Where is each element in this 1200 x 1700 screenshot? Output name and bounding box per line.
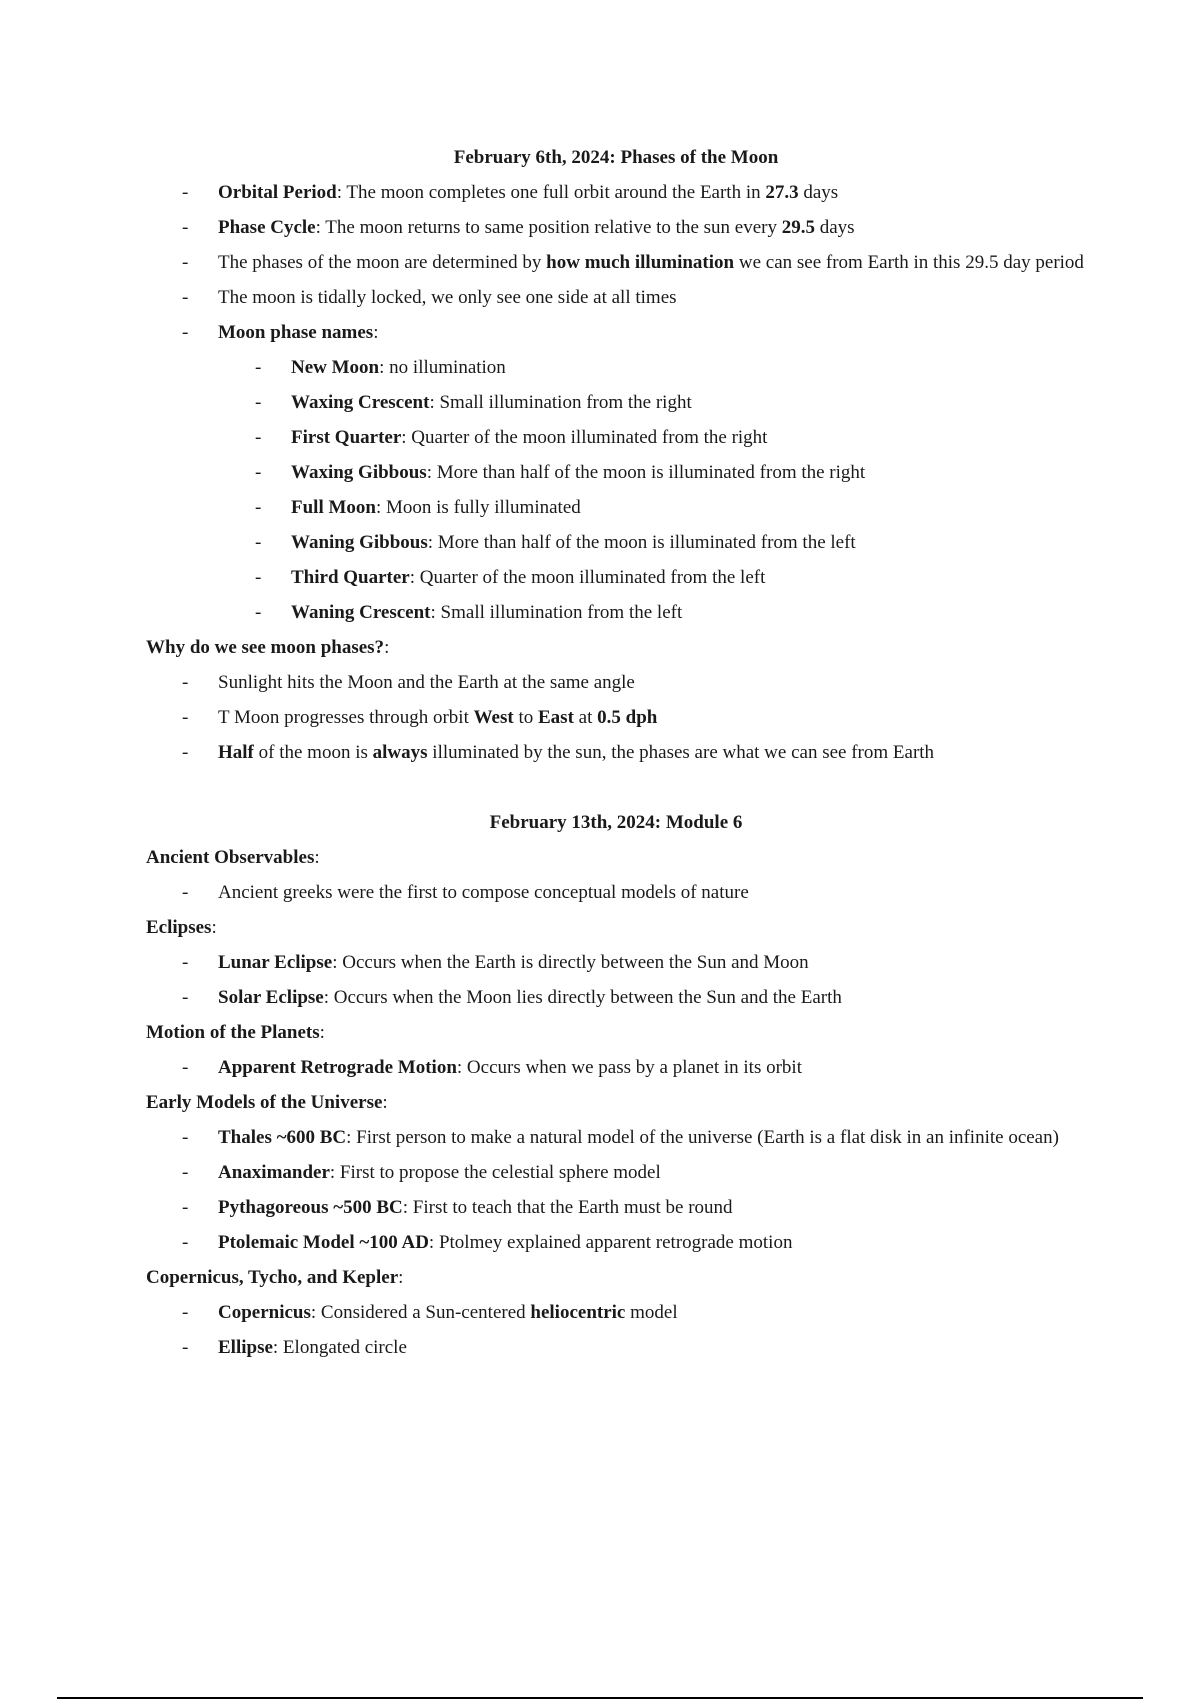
list-item: - Copernicus: Considered a Sun-centered heliocentric model bbox=[146, 1295, 1086, 1330]
list-item: - Ptolemaic Model ~100 AD: Ptolmey explained apparent retrograde motion bbox=[146, 1225, 1086, 1260]
phase-item: - First Quarter: Quarter of the moon illuminated from the right bbox=[146, 420, 1086, 455]
group-heading: Early Models of the Universe: bbox=[146, 1092, 388, 1113]
group-heading: Eclipses: bbox=[146, 917, 217, 938]
group-list bbox=[146, 1295, 1086, 1365]
document-page bbox=[146, 140, 1086, 1365]
list-item: - Moon phase names: bbox=[146, 315, 1086, 350]
phase-item: - Waning Gibbous: More than half of the moon is illuminated from the left bbox=[146, 525, 1086, 560]
group-heading: Copernicus, Tycho, and Kepler: bbox=[146, 1267, 404, 1288]
section2-title: February 13th, 2024: Module 6 bbox=[489, 812, 743, 833]
list-item: - Half of the moon is always illuminated by the sun, the phases are what we can see from Earth bbox=[146, 735, 1086, 770]
group-list bbox=[146, 945, 1086, 1015]
why-heading: Why do we see moon phases?: bbox=[146, 637, 390, 658]
group-list bbox=[146, 875, 1086, 910]
phase-item: - Full Moon: Moon is fully illuminated bbox=[146, 490, 1086, 525]
list-item: - T Moon progresses through orbit West to East at 0.5 dph bbox=[146, 700, 1086, 735]
list-item: - Sunlight hits the Moon and the Earth at the same angle bbox=[146, 665, 1086, 700]
list-item: - Pythagoreous ~500 BC: First to teach that the Earth must be round bbox=[146, 1190, 1086, 1225]
why-list bbox=[146, 665, 1086, 770]
section1-list bbox=[146, 175, 1086, 350]
list-item: - Lunar Eclipse: Occurs when the Earth is directly between the Sun and Moon bbox=[146, 945, 1086, 980]
phase-item: - Waxing Crescent: Small illumination from the right bbox=[146, 385, 1086, 420]
list-item: - Ellipse: Elongated circle bbox=[146, 1330, 1086, 1365]
phase-item: - Waxing Gibbous: More than half of the moon is illuminated from the right bbox=[146, 455, 1086, 490]
list-item: - Apparent Retrograde Motion: Occurs when we pass by a planet in its orbit bbox=[146, 1050, 1086, 1085]
list-item: - The phases of the moon are determined by how much illumination we can see from Earth in this 29.5 day period bbox=[146, 245, 1086, 280]
group-list bbox=[146, 1120, 1086, 1260]
phase-item: - New Moon: no illumination bbox=[146, 350, 1086, 385]
phase-item: - Third Quarter: Quarter of the moon illuminated from the left bbox=[146, 560, 1086, 595]
list-item: - Solar Eclipse: Occurs when the Moon lies directly between the Sun and the Earth bbox=[146, 980, 1086, 1015]
phase-item: - Waning Crescent: Small illumination from the left bbox=[146, 595, 1086, 630]
section-spacer bbox=[146, 770, 1086, 805]
list-item: - Thales ~600 BC: First person to make a natural model of the universe (Earth is a flat disk in an infinite ocean) bbox=[146, 1120, 1086, 1155]
list-item: - Ancient greeks were the first to compose conceptual models of nature bbox=[146, 875, 1086, 910]
page-bottom-rule bbox=[57, 1697, 1143, 1699]
list-item: - Anaximander: First to propose the celestial sphere model bbox=[146, 1155, 1086, 1190]
moon-phase-list bbox=[146, 350, 1086, 630]
list-item: - The moon is tidally locked, we only see one side at all times bbox=[146, 280, 1086, 315]
group-heading: Motion of the Planets: bbox=[146, 1022, 325, 1043]
section1-title: February 6th, 2024: Phases of the Moon bbox=[453, 147, 779, 168]
group-heading: Ancient Observables: bbox=[146, 847, 320, 868]
group-list bbox=[146, 1050, 1086, 1085]
list-item: - Orbital Period: The moon completes one full orbit around the Earth in 27.3 days bbox=[146, 175, 1086, 210]
list-item: - Phase Cycle: The moon returns to same position relative to the sun every 29.5 days bbox=[146, 210, 1086, 245]
